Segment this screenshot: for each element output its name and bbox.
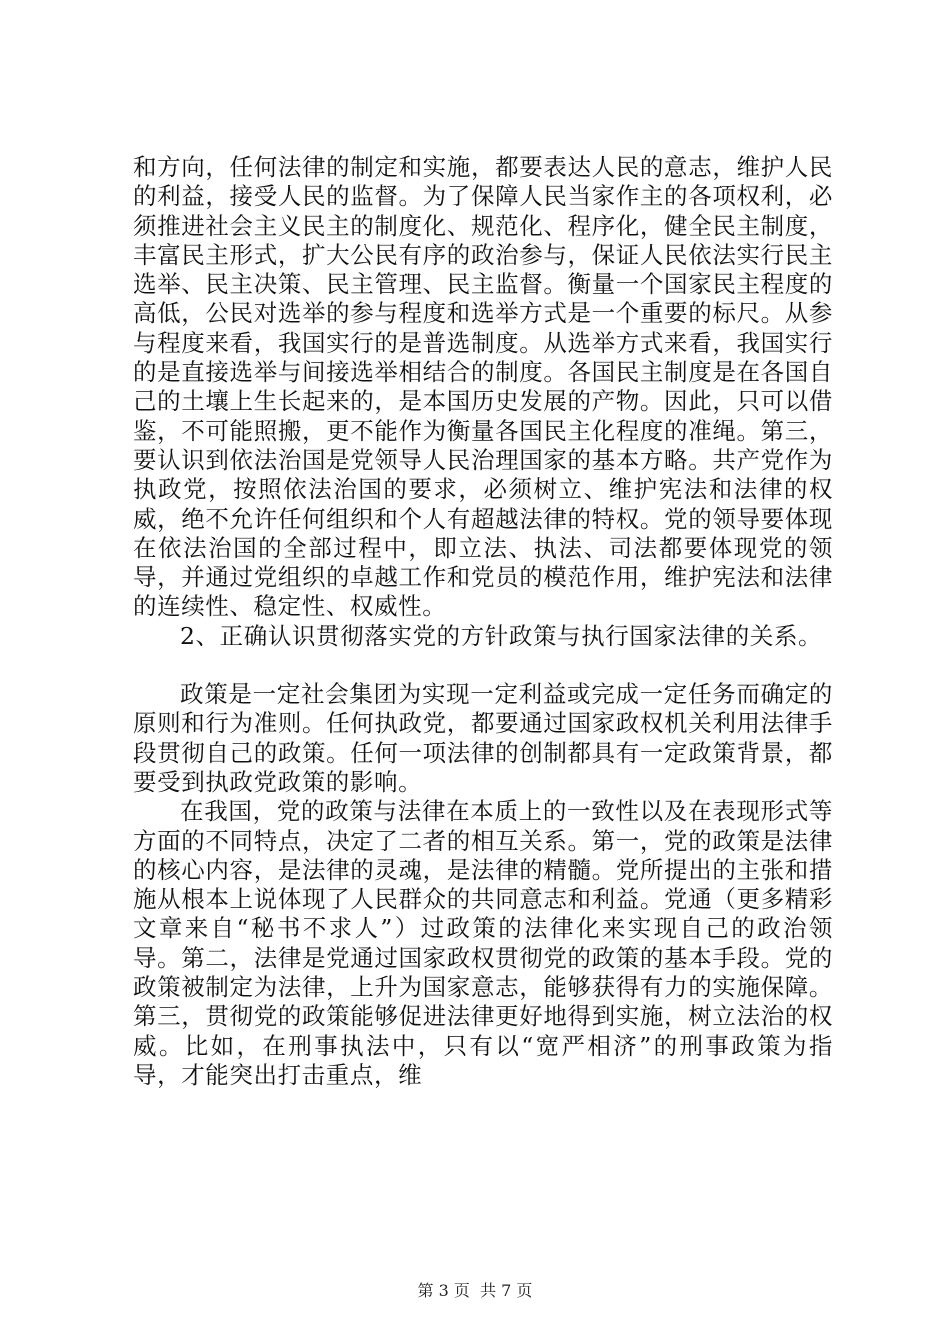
body-paragraph: 政策是一定社会集团为实现一定利益或完成一定任务而确定的原则和行为准则。任何执政党，都要通过国家政权机关利用法律手段贯彻自己的政策。任何一项法律的创制都具有一定政策背景，都要受到执政党政策的影响。	[133, 680, 833, 796]
page-number-label: 第 3 页 共 7 页	[417, 1281, 533, 1300]
document-body	[133, 153, 833, 1090]
page-footer	[0, 1281, 950, 1301]
section-heading: 2、正确认识贯彻落实党的方针政策与执行国家法律的关系。	[180, 621, 823, 650]
body-paragraph: 和方向，任何法律的制定和实施，都要表达人民的意志，维护人民的利益，接受人民的监督。为了保障人民当家作主的各项权利，必须推进社会主义民主的制度化、规范化、程序化，健全民主制度，丰富民主形式，扩大公民有序的政治参与，保证人民依法实行民主选举、民主决策、民主管理、民主监督。衡量一个国家民主程度的高低，公民对选举的参与程度和选举方式是一个重要的标尺。从参与程度来看，我国实行的是普选制度。从选举方式来看，我国实行的是直接选举与间接选举相结合的制度。各国民主制度是在各国自己的土壤上生长起来的，是本国历史发展的产物。因此，只可以借鉴，不可能照搬，更不能作为衡量各国民主化程度的准绳。第三，要认识到依法治国是党领导人民治理国家的基本方略。共产党作为执政党，按照依法治国的要求，必须树立、维护宪法和法律的权威，绝不允许任何组织和个人有超越法律的特权。党的领导要体现在依法治国的全部过程中，即立法、执法、司法都要体现党的领导，并通过党组织的卓越工作和党员的模范作用，维护宪法和法律的连续性、稳定性、权威性。	[133, 153, 833, 621]
body-paragraph: 在我国，党的政策与法律在本质上的一致性以及在表现形式等方面的不同特点，决定了二者的相互关系。第一，党的政策是法律的核心内容，是法律的灵魂，是法律的精髓。党所提出的主张和措施从根本上说体现了人民群众的共同意志和利益。党通（更多精彩文章来自“秘书不求人”）过政策的法律化来实现自己的政治领导。第二，法律是党通过国家政权贯彻党的政策的基本手段。党的政策被制定为法律，上升为国家意志，能够获得有力的实施保障。第三，贯彻党的政策能够促进法律更好地得到实施，树立法治的权威。比如，在刑事执法中，只有以“宽严相济”的刑事政策为指导，才能突出打击重点，维	[133, 797, 833, 1089]
